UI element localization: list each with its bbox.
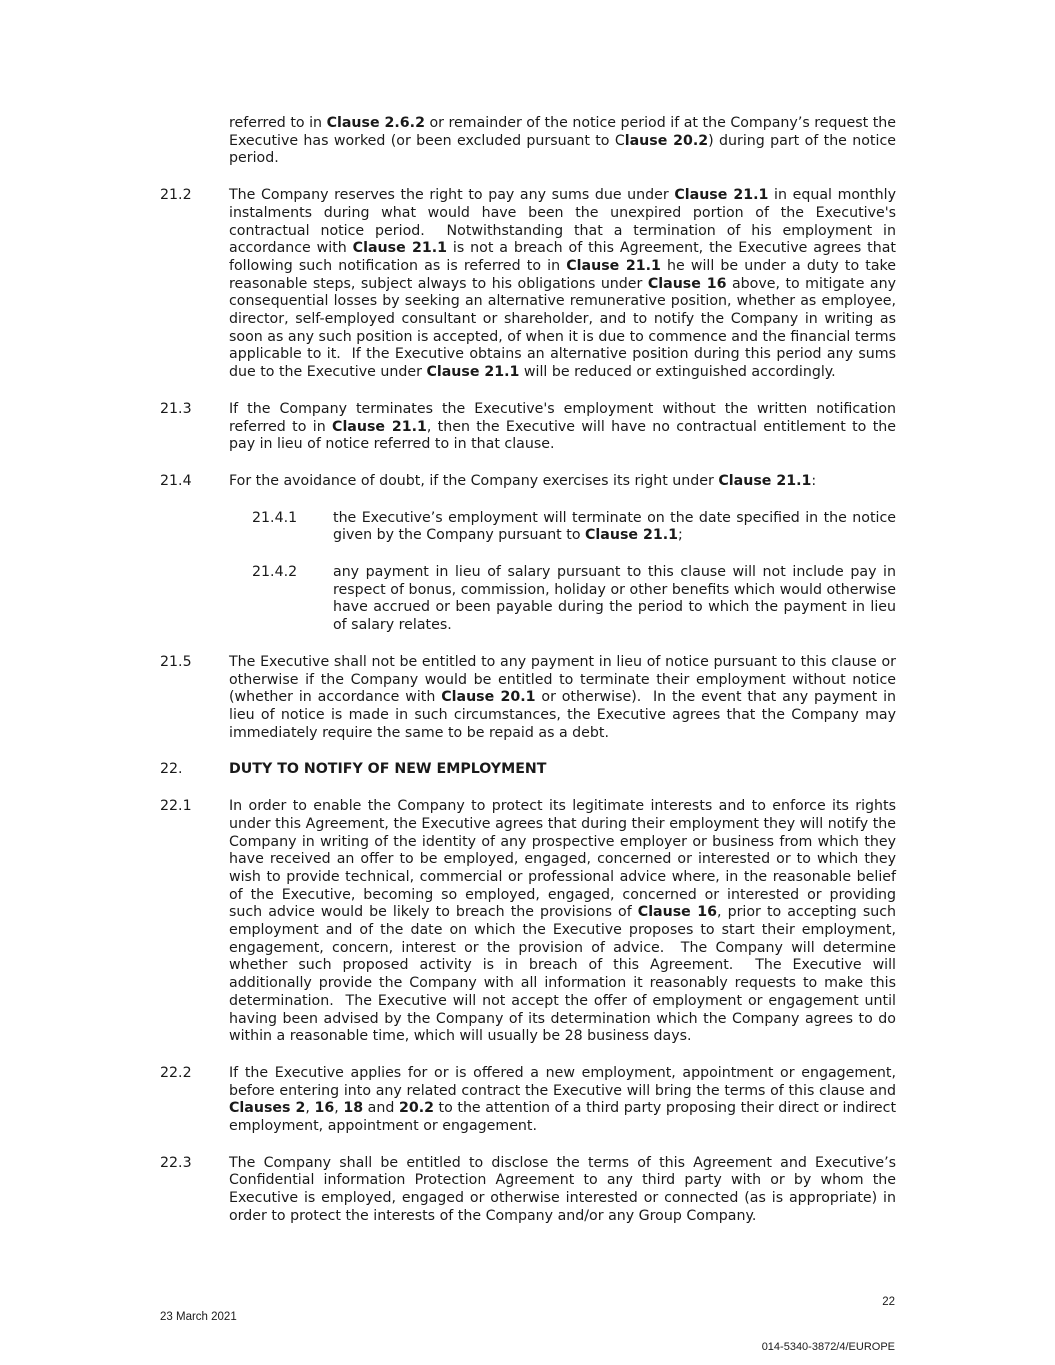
paragraph-text: If the Executive applies for or is offered a new employment, appointment or engagement, before entering into any related contract the Executive will bring the terms of this clause and Clauses 2, 16, 18 and 20.2 to the attention of a third party proposing their direct or indirect employment, appointment or engagement. <box>229 1064 897 1135</box>
section-heading-22 <box>160 761 896 779</box>
clause-21-1-continuation <box>160 115 896 168</box>
clause-number: 21.4.2 <box>252 564 298 581</box>
clause-number: 22.2 <box>160 1064 192 1081</box>
clause-number: 22.3 <box>160 1154 192 1171</box>
document-reference: 014-5340-3872/4/EUROPE <box>761 1341 895 1353</box>
clause-number: 21.4 <box>160 472 192 489</box>
section-number: 22. <box>160 761 183 778</box>
document-body <box>160 115 896 1245</box>
paragraph-text: the Executive’s employment will terminate on the date specified in the notice given by the Company pursuant to Clause 21.1; <box>333 509 896 544</box>
clause-21-3 <box>160 401 896 454</box>
paragraph-text: The Company shall be entitled to disclose the terms of this Agreement and Executive’s Confidential information Protection Agreement to any third party with or by whom the Executive is employed, engaged or otherwise interested or connected (as is appropriate) in order to protect the interests of the Company and/or any Group Company. <box>229 1154 896 1224</box>
clause-number: 21.3 <box>160 400 192 417</box>
clause-number: 21.4.1 <box>252 509 298 526</box>
clause-21-4-1 <box>160 510 896 545</box>
clause-21-4 <box>160 473 896 491</box>
clause-22-2 <box>160 1065 896 1136</box>
paragraph-text: The Executive shall not be entitled to any payment in lieu of notice pursuant to this clause or otherwise if the Company would be entitled to terminate their employment without notice (whether in accordance with Clause 20.1 or otherwise). In the event that any payment in lieu of notice is made in such circumstances, the Executive agrees that the Company may immediately require the same to be repaid as a debt. <box>229 653 897 741</box>
clause-21-4-2 <box>160 564 896 635</box>
clause-22-1 <box>160 798 896 1046</box>
clause-22-3 <box>160 1155 896 1226</box>
paragraph-text: In order to enable the Company to protect its legitimate interests and to enforce its rights under this Agreement, the Executive agrees that during their employment they will notify the Company in writing of the identity of any prospective employer or business from which they have received an offer to be employed, engaged, concerned or interested or to which they wish to provide technical, commercial or professional advice where, in the reasonable belief of the Executive, becoming so employed, engaged, concerned or interested or providing such advice would be likely to breach the provisions of Clause 16, prior to accepting such employment and of the date on which the Executive proposes to start their employment, engagement, concern, interest or the provision of advice. The Company will determine whether such proposed activity is in breach of this Agreement. The Executive will additionally provide the Company with all information it reasonably requests to make this determination. The Executive will not accept the offer of employment or engagement until having been advised by the Company of its determination which the Company agrees to do within a reasonable time, which will usually be 28 business days. <box>229 798 896 1045</box>
paragraph-text: The Company reserves the right to pay any sums due under Clause 21.1 in equal monthly instalments during what would have been the unexpired portion of the Executive's contractual notice period. Notwithstanding that a termination of his employment in accordance with Clause 21.1 is not a breach of this Agreement, the Executive agrees that following such notification as is referred to in Clause 21.1 he will be under a duty to take reasonable steps, subject always to his obligations under Clause 16 above, to mitigate any consequential losses by seeking an alternative remunerative position, whether as employee, director, self-employed consultant or shareholder, and to notify the Company in writing as soon as any such position is accepted, of when it is due to commence and the financial terms applicable to it. If the Executive obtains an alternative position during this period any sums due to the Executive under Clause 21.1 will be reduced or extinguished accordingly. <box>229 187 896 381</box>
footer-date: 23 March 2021 <box>160 1311 237 1323</box>
clause-number: 21.2 <box>160 187 192 204</box>
page-number: 22 <box>882 1296 895 1308</box>
clause-number: 22.1 <box>160 798 192 815</box>
paragraph-text: If the Company terminates the Executive's employment without the written notification referred to in Clause 21.1, then the Executive will have no contractual entitlement to the pay in lieu of notice referred to in that clause. <box>229 400 896 453</box>
clause-21-5 <box>160 654 896 743</box>
clause-number: 21.5 <box>160 653 192 670</box>
paragraph-text: For the avoidance of doubt, if the Company exercises its right under Clause 21.1: <box>229 472 817 489</box>
paragraph-text: any payment in lieu of salary pursuant to this clause will not include pay in respect of bonus, commission, holiday or other benefits which would otherwise have accrued or been payable during the period to which the payment in lieu of salary relates. <box>333 564 896 634</box>
paragraph-text: referred to in Clause 2.6.2 or remainder of the notice period if at the Company’s request the Executive has worked (or been excluded pursuant to Clause 20.2) during part of the notice period. <box>229 115 896 167</box>
clause-21-2 <box>160 187 896 382</box>
section-title: DUTY TO NOTIFY OF NEW EMPLOYMENT <box>229 761 547 778</box>
